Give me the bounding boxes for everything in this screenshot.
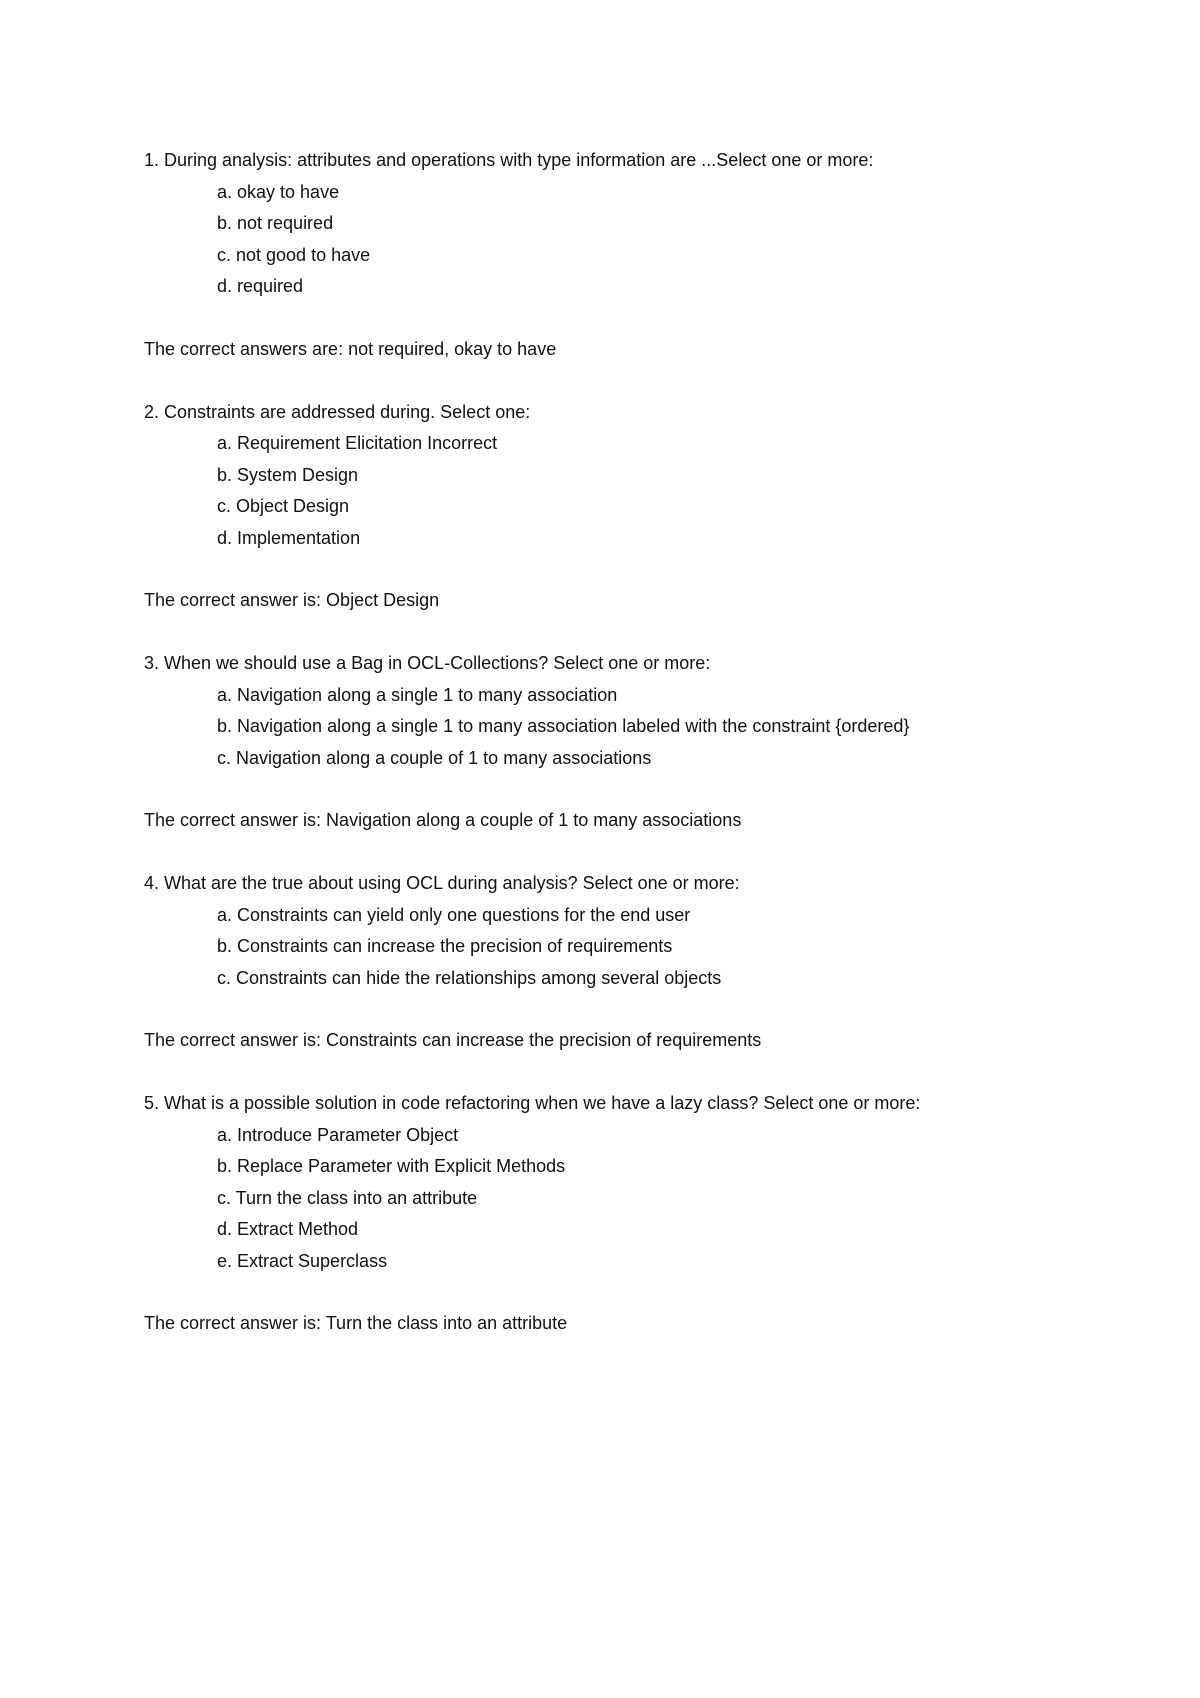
answer-option: d. Extract Method [217, 1219, 359, 1239]
correct-answer: The correct answer is: Constraints can increase the precision of requirements [144, 1030, 762, 1050]
question-prompt: 2. Constraints are addressed during. Select one: [144, 401, 531, 422]
answer-option: e. Extract Superclass [217, 1250, 388, 1271]
answer-option: c. Navigation along a couple of 1 to many associations [217, 747, 652, 768]
answer-option: a. okay to have [217, 181, 340, 202]
answer-option: b. not required [217, 213, 334, 233]
question-prompt: 5. What is a possible solution in code refactoring when we have a lazy class? Select one or more: [144, 1093, 921, 1113]
question-block-5 [144, 1088, 1084, 1340]
answer-option: c. Constraints can hide the relationships among several objects [217, 967, 722, 988]
answer-option: b. Navigation along a single 1 to many association labeled with the constraint {ordered} [217, 716, 910, 736]
correct-answer: The correct answer is: Turn the class into an attribute [144, 1313, 568, 1333]
correct-answer: The correct answers are: not required, okay to have [144, 338, 557, 359]
question-prompt: 4. What are the true about using OCL during analysis? Select one or more: [144, 873, 740, 893]
answer-option: a. Navigation along a single 1 to many association [217, 684, 618, 705]
answer-option: c. Object Design [217, 496, 350, 516]
answer-option: b. Constraints can increase the precision of requirements [217, 936, 673, 956]
answer-option: a. Introduce Parameter Object [217, 1124, 459, 1145]
answer-option: c. Turn the class into an attribute [217, 1187, 478, 1208]
question-block-1 [144, 145, 1084, 365]
correct-answer: The correct answer is: Navigation along a couple of 1 to many associations [144, 810, 742, 830]
answer-option: a. Constraints can yield only one questions for the end user [217, 904, 691, 925]
correct-answer: The correct answer is: Object Design [144, 590, 440, 610]
answer-option: a. Requirement Elicitation Incorrect [217, 433, 498, 453]
answer-option: d. required [217, 276, 304, 296]
question-prompt: 1. During analysis: attributes and operations with type information are ...Select one or more: [144, 150, 874, 170]
answer-option: b. Replace Parameter with Explicit Methods [217, 1156, 566, 1176]
quiz-content [144, 145, 1084, 1371]
question-block-4 [144, 868, 1084, 1057]
question-block-2 [144, 397, 1084, 617]
answer-option: d. Implementation [217, 527, 361, 548]
answer-option: b. System Design [217, 464, 359, 485]
answer-option: c. not good to have [217, 244, 371, 265]
question-prompt: 3. When we should use a Bag in OCL-Collections? Select one or more: [144, 653, 711, 673]
question-block-3 [144, 648, 1084, 837]
